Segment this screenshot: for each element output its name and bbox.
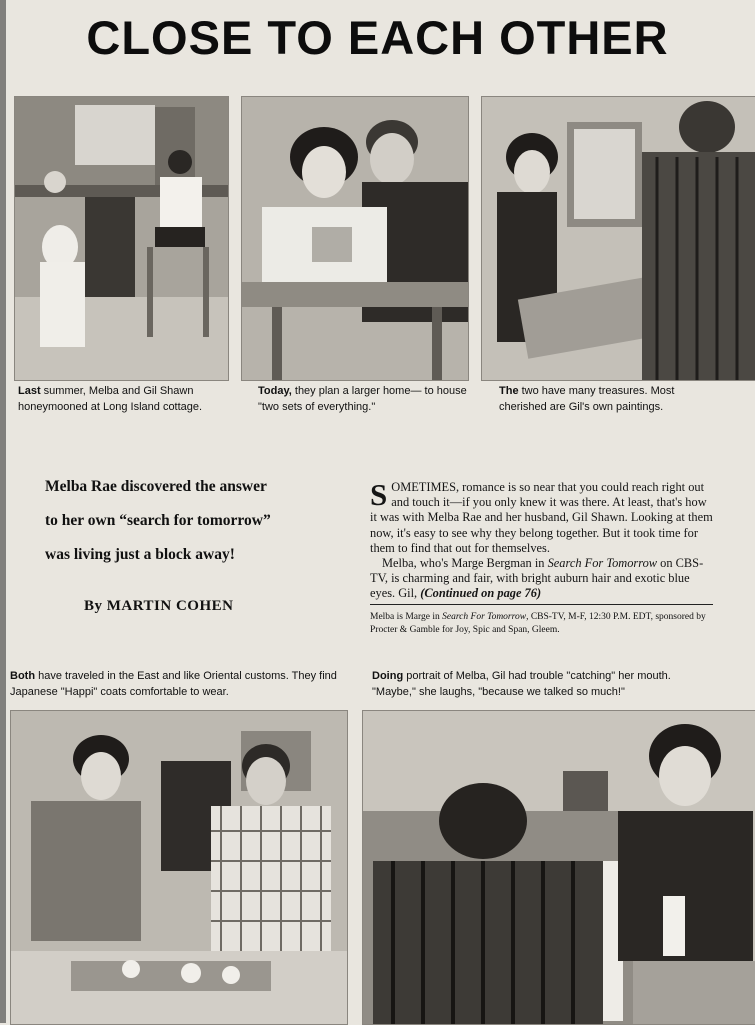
deck-line-3: was living just a block away! <box>45 546 235 563</box>
broadcast-credit: Melba is Marge in Search For Tomorrow, CBS-TV, M-F, 12:30 P.M. EDT, sponsored by Procter & Gamble for Joy, Spic and Span, Gleem. <box>370 612 706 635</box>
caption-photo5: Doing portrait of Melba, Gil had trouble "catching" her mouth. "Maybe," she laughs, "because we talked so much!" <box>372 670 671 698</box>
photo-portrait-session <box>362 710 755 1025</box>
article-title: CLOSE TO EACH OTHER <box>86 11 669 64</box>
photo-happi-coats <box>10 710 348 1025</box>
caption-photo3: The two have many treasures. Most cherished are Gil's own paintings. <box>499 385 675 413</box>
paragraph-2: Melba, who's Marge Bergman in Search For Tomorrow on CBS-TV, is charming and fair, with bright auburn hair and exotic blue eyes. Gil, (Continued on page 76) <box>370 556 704 601</box>
photo-planning-home <box>241 96 469 381</box>
caption-photo1: Last summer, Melba and Gil Shawn honeymooned at Long Island cottage. <box>18 385 203 413</box>
caption-photo4: Both have traveled in the East and like Oriental customs. They find Japanese "Happi" coats comfortable to wear. <box>10 670 337 698</box>
paragraph-1: SOMETIMES, romance is so near that you could reach right out and touch it—if you only knew it was there. At least, that's how it was with Melba Rae and her husband, Gil Shawn. Looking at them now, it's easy to see why they belong together. But it took time for them to find that out for themselves. <box>370 477 713 555</box>
deck-line-2: to her own “search for tomorrow” <box>45 512 271 529</box>
article-deck <box>45 470 335 572</box>
article-body <box>370 477 715 602</box>
photo-paintings <box>481 96 755 381</box>
continued-link: (Continued on page 76) <box>420 586 542 601</box>
photo-cottage <box>14 96 229 381</box>
caption-photo2: Today, they plan a larger home— to house "two sets of everything." <box>258 385 467 413</box>
page-binding-shadow <box>0 0 6 1023</box>
drop-cap: S <box>370 477 388 512</box>
divider-rule <box>370 604 713 605</box>
byline: By MARTIN COHEN <box>84 598 234 614</box>
deck-line-1: Melba Rae discovered the answer <box>45 478 267 495</box>
